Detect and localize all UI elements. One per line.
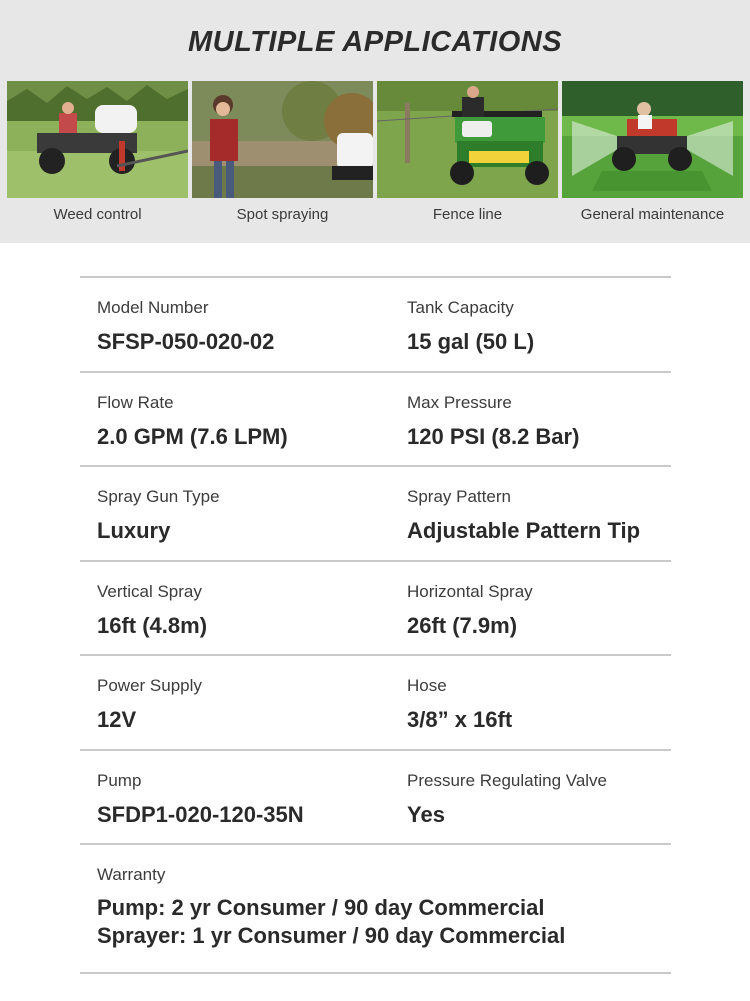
application-card-spot-spraying bbox=[192, 81, 373, 223]
spec-label: Hose bbox=[407, 676, 447, 695]
spec-label: Pump bbox=[97, 770, 142, 790]
application-caption: Spot spraying bbox=[236, 206, 329, 223]
spec-value: Adjustable Pattern Tip bbox=[407, 518, 641, 543]
handheld-spray-photo bbox=[192, 81, 373, 198]
spec-cell-tank-capacity bbox=[407, 298, 534, 355]
divider bbox=[80, 972, 671, 974]
spec-value: 3/8” x 16ft bbox=[407, 707, 513, 732]
utility-vehicle-photo bbox=[377, 81, 558, 198]
spec-label: Warranty bbox=[97, 865, 166, 884]
spec-label: Power Supply bbox=[97, 676, 202, 695]
spec-row bbox=[80, 656, 671, 749]
application-card-weed-control bbox=[7, 81, 188, 223]
spec-cell-warranty bbox=[97, 865, 565, 950]
spec-cell-vertical-spray bbox=[97, 582, 207, 639]
spec-row bbox=[80, 751, 671, 844]
spec-label: Spray Pattern bbox=[407, 487, 511, 506]
spec-label: Horizontal Spray bbox=[407, 581, 533, 601]
page-title: MULTIPLE APPLICATIONS bbox=[187, 26, 563, 58]
spec-value: 15 gal (50 L) bbox=[407, 329, 535, 354]
lawn-spraying-photo bbox=[562, 81, 743, 198]
spec-row bbox=[80, 467, 671, 560]
spec-cell-pump bbox=[97, 771, 304, 828]
spec-label: Tank Capacity bbox=[407, 298, 514, 317]
spec-label: Max Pressure bbox=[407, 392, 512, 412]
spec-cell-max-pressure bbox=[407, 393, 579, 450]
spec-row bbox=[80, 278, 671, 371]
spec-value: 12V bbox=[97, 707, 137, 732]
spec-cell-hose bbox=[407, 676, 512, 733]
spec-value: SFSP-050-020-02 bbox=[97, 329, 275, 354]
application-caption: General maintenance bbox=[580, 206, 725, 223]
spec-cell-spray-pattern bbox=[407, 487, 640, 544]
spec-label: Pressure Regulating Valve bbox=[407, 770, 608, 790]
application-caption: Fence line bbox=[432, 206, 503, 223]
warranty-line-sprayer: Sprayer: 1 yr Consumer / 90 day Commercial bbox=[97, 923, 566, 948]
spec-row-warranty bbox=[80, 845, 671, 972]
spec-cell-horizontal-spray bbox=[407, 582, 533, 639]
spec-row bbox=[80, 562, 671, 655]
spec-cell-spray-gun-type bbox=[97, 487, 220, 544]
spec-value: 16ft (4.8m) bbox=[97, 612, 208, 638]
warranty-line-pump: Pump: 2 yr Consumer / 90 day Commercial bbox=[97, 895, 545, 920]
spec-value: 26ft (7.9m) bbox=[407, 612, 518, 638]
applications-gallery bbox=[7, 81, 743, 221]
spec-cell-model-number bbox=[97, 298, 274, 355]
spec-cell-pressure-regulating-valve bbox=[407, 771, 607, 828]
spec-value: Luxury bbox=[97, 518, 171, 543]
spec-cell-flow-rate bbox=[97, 393, 288, 450]
spec-value: 2.0 GPM (7.6 LPM) bbox=[97, 423, 288, 449]
spec-value: SFDP1-020-120-35N bbox=[97, 801, 304, 827]
atv-sprayer-photo bbox=[7, 81, 188, 198]
application-card-fence-line bbox=[377, 81, 558, 223]
spec-label: Spray Gun Type bbox=[97, 487, 220, 506]
spec-cell-power-supply bbox=[97, 676, 202, 733]
spec-value: 120 PSI (8.2 Bar) bbox=[407, 423, 580, 449]
spec-label: Vertical Spray bbox=[97, 581, 202, 601]
spec-label: Flow Rate bbox=[97, 392, 174, 412]
spec-row bbox=[80, 373, 671, 466]
spec-label: Model Number bbox=[97, 298, 209, 317]
application-card-general-maintenance bbox=[562, 81, 743, 223]
spec-value: Yes bbox=[407, 801, 445, 827]
spec-table bbox=[80, 276, 671, 974]
application-caption: Weed control bbox=[53, 206, 142, 223]
